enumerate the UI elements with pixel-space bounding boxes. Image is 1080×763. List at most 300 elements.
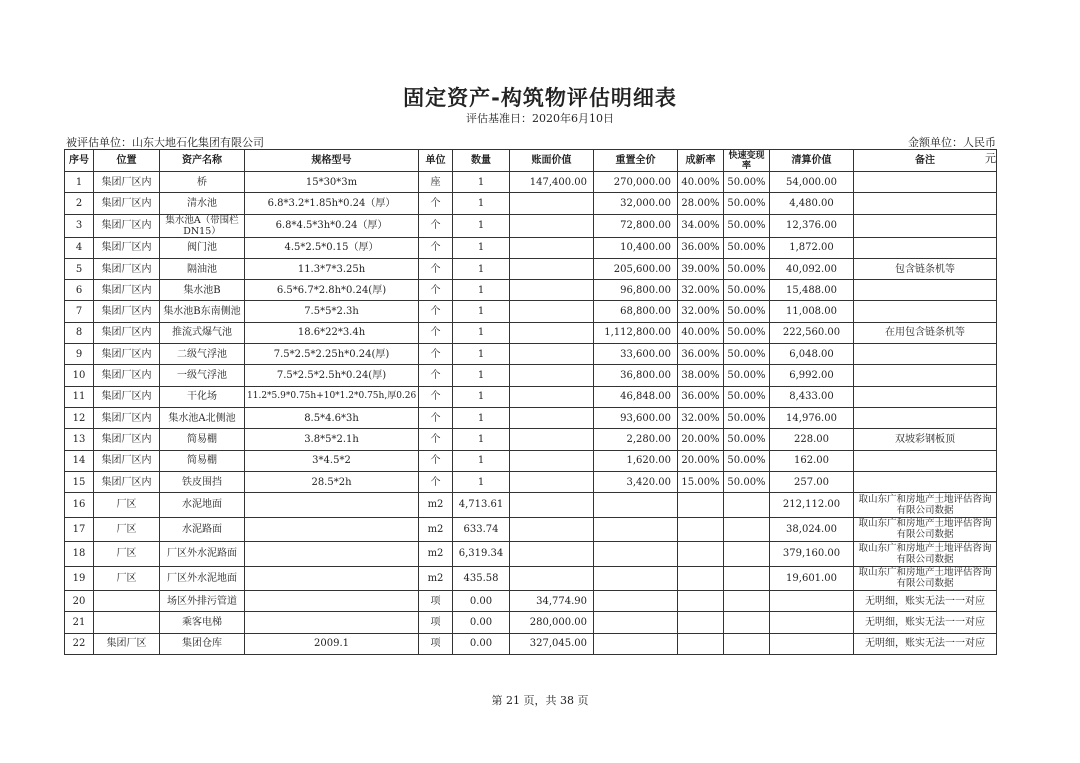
cell-asset-name: 乘客电梯 [160,612,245,633]
cell-quick-rate [724,612,770,633]
cell-quick-rate: 50.00% [724,301,770,322]
cell-newness-rate: 36.00% [678,344,724,365]
cell-book-value [510,365,594,386]
cell-location: 集团厂区内 [94,237,160,258]
currency-unit: 金额单位：人民币元 [908,136,996,165]
cell-spec [245,517,419,542]
cell-spec: 15*30*3m [245,172,419,193]
cell-location: 集团厂区内 [94,172,160,193]
table-row [65,172,997,193]
cell-unit: 项 [419,612,453,633]
cell-quick-rate [724,517,770,542]
cell-replacement-value [594,542,678,567]
cell-spec: 6.8*3.2*1.85h*0.24（厚） [245,193,419,214]
cell-spec: 28.5*2h [245,471,419,492]
cell-replacement-value [594,493,678,518]
cell-notes: 包含链条机等 [854,258,997,279]
cell-seq: 11 [65,386,94,407]
cell-replacement-value [594,566,678,591]
cell-notes [854,280,997,301]
cell-book-value [510,258,594,279]
cell-newness-rate: 32.00% [678,407,724,428]
cell-book-value [510,301,594,322]
cell-location: 集团厂区内 [94,301,160,322]
cell-unit: m2 [419,517,453,542]
col-header-notes: 备注 [854,150,997,172]
cell-book-value [510,237,594,258]
cell-quick-rate: 50.00% [724,365,770,386]
col-header-liquidation-value: 清算价值 [770,150,854,172]
cell-notes [854,471,997,492]
cell-quick-rate: 50.00% [724,237,770,258]
cell-replacement-value: 96,800.00 [594,280,678,301]
cell-seq: 1 [65,172,94,193]
cell-book-value: 147,400.00 [510,172,594,193]
cell-notes [854,193,997,214]
cell-liquidation-value: 162.00 [770,450,854,471]
cell-asset-name: 简易棚 [160,429,245,450]
cell-quantity: 1 [453,301,510,322]
table-row [65,612,997,633]
cell-location: 集团厂区内 [94,429,160,450]
cell-newness-rate [678,633,724,654]
cell-newness-rate: 36.00% [678,386,724,407]
cell-book-value [510,193,594,214]
cell-quick-rate: 50.00% [724,471,770,492]
cell-liquidation-value: 6,048.00 [770,344,854,365]
cell-book-value: 34,774.90 [510,591,594,612]
cell-seq: 19 [65,566,94,591]
cell-seq: 18 [65,542,94,567]
cell-asset-name: 场区外排污管道 [160,591,245,612]
table-row [65,237,997,258]
cell-newness-rate: 32.00% [678,301,724,322]
cell-liquidation-value: 11,008.00 [770,301,854,322]
cell-asset-name: 水泥路面 [160,517,245,542]
table-row [65,365,997,386]
table-header-row [65,150,997,172]
cell-unit: 个 [419,471,453,492]
cell-seq: 20 [65,591,94,612]
cell-replacement-value: 205,600.00 [594,258,678,279]
cell-unit: 项 [419,633,453,654]
cell-liquidation-value: 12,376.00 [770,214,854,237]
cell-quick-rate: 50.00% [724,280,770,301]
cell-asset-name: 集水池B东南侧池 [160,301,245,322]
cell-notes [854,301,997,322]
cell-notes [854,365,997,386]
table-row [65,386,997,407]
cell-newness-rate: 40.00% [678,172,724,193]
cell-notes [854,386,997,407]
cell-location: 厂区 [94,542,160,567]
cell-liquidation-value: 6,992.00 [770,365,854,386]
cell-liquidation-value: 379,160.00 [770,542,854,567]
cell-book-value [510,429,594,450]
cell-replacement-value: 72,800.00 [594,214,678,237]
cell-notes: 取山东广和房地产土地评估咨询有限公司数据 [854,566,997,591]
cell-liquidation-value: 54,000.00 [770,172,854,193]
cell-notes: 取山东广和房地产土地评估咨询有限公司数据 [854,542,997,567]
cell-quick-rate [724,493,770,518]
cell-book-value [510,493,594,518]
cell-location: 厂区 [94,566,160,591]
cell-seq: 3 [65,214,94,237]
cell-notes: 无明细，账实无法一一对应 [854,612,997,633]
cell-seq: 13 [65,429,94,450]
cell-book-value [510,517,594,542]
cell-quantity: 1 [453,172,510,193]
table-row [65,322,997,343]
cell-quick-rate: 50.00% [724,386,770,407]
cell-quick-rate: 50.00% [724,407,770,428]
cell-seq: 15 [65,471,94,492]
cell-unit: 项 [419,591,453,612]
cell-seq: 17 [65,517,94,542]
cell-book-value [510,322,594,343]
cell-unit: m2 [419,566,453,591]
cell-notes: 在用包含链条机等 [854,322,997,343]
cell-spec [245,542,419,567]
cell-quick-rate: 50.00% [724,450,770,471]
col-header-location: 位置 [94,150,160,172]
table-row [65,344,997,365]
cell-newness-rate [678,612,724,633]
cell-asset-name: 水泥地面 [160,493,245,518]
table-body [65,172,997,655]
table-row [65,633,997,654]
cell-unit: m2 [419,542,453,567]
asset-table [64,149,997,655]
document-title: 固定资产-构筑物评估明细表 [403,86,677,110]
cell-replacement-value: 93,600.00 [594,407,678,428]
cell-unit: 个 [419,407,453,428]
cell-book-value: 327,045.00 [510,633,594,654]
cell-newness-rate: 40.00% [678,322,724,343]
cell-replacement-value [594,591,678,612]
cell-asset-name: 阀门池 [160,237,245,258]
cell-liquidation-value [770,612,854,633]
cell-spec [245,591,419,612]
cell-quantity: 1 [453,280,510,301]
cell-asset-name: 二级气浮池 [160,344,245,365]
cell-spec: 2009.1 [245,633,419,654]
cell-seq: 4 [65,237,94,258]
entity-name: 被评估单位：山东大地石化集团有限公司 [66,136,264,149]
table-row [65,429,997,450]
cell-notes [854,407,997,428]
cell-spec: 3*4.5*2 [245,450,419,471]
cell-quantity: 4,713.61 [453,493,510,518]
cell-quick-rate [724,633,770,654]
cell-location: 集团厂区内 [94,450,160,471]
cell-unit: 个 [419,280,453,301]
cell-spec [245,493,419,518]
cell-newness-rate: 36.00% [678,237,724,258]
cell-location [94,612,160,633]
cell-quantity: 1 [453,450,510,471]
table-row [65,493,997,518]
cell-location: 集团厂区内 [94,322,160,343]
cell-unit: 个 [419,365,453,386]
cell-notes: 无明细，账实无法一一对应 [854,591,997,612]
table-row [65,542,997,567]
cell-quantity: 1 [453,407,510,428]
cell-liquidation-value: 14,976.00 [770,407,854,428]
cell-replacement-value: 2,280.00 [594,429,678,450]
cell-unit: m2 [419,493,453,518]
cell-liquidation-value: 212,112.00 [770,493,854,518]
cell-quantity: 1 [453,471,510,492]
cell-asset-name: 厂区外水泥地面 [160,566,245,591]
cell-quantity: 1 [453,365,510,386]
cell-location: 集团厂区 [94,633,160,654]
cell-replacement-value: 68,800.00 [594,301,678,322]
cell-asset-name: 集水池B [160,280,245,301]
cell-quantity: 435.58 [453,566,510,591]
cell-newness-rate [678,591,724,612]
cell-replacement-value: 1,620.00 [594,450,678,471]
cell-quick-rate: 50.00% [724,429,770,450]
cell-quantity: 0.00 [453,612,510,633]
cell-book-value [510,280,594,301]
table-row [65,517,997,542]
page-number: 第 21 页，共 38 页 [491,694,589,707]
table-row [65,301,997,322]
cell-quick-rate: 50.00% [724,258,770,279]
cell-spec: 7.5*5*2.3h [245,301,419,322]
cell-spec: 11.2*5.9*0.75h+10*1.2*0.75h,厚0.26 [245,386,419,407]
cell-notes [854,237,997,258]
cell-asset-name: 推流式爆气池 [160,322,245,343]
cell-replacement-value: 33,600.00 [594,344,678,365]
cell-seq: 21 [65,612,94,633]
cell-quick-rate: 50.00% [724,193,770,214]
cell-quick-rate: 50.00% [724,322,770,343]
cell-book-value: 280,000.00 [510,612,594,633]
cell-quantity: 1 [453,237,510,258]
cell-seq: 14 [65,450,94,471]
cell-replacement-value: 1,112,800.00 [594,322,678,343]
cell-seq: 12 [65,407,94,428]
cell-location: 厂区 [94,517,160,542]
cell-replacement-value: 270,000.00 [594,172,678,193]
cell-replacement-value: 46,848.00 [594,386,678,407]
cell-replacement-value [594,517,678,542]
col-header-replacement-value: 重置全价 [594,150,678,172]
cell-spec: 18.6*22*3.4h [245,322,419,343]
cell-liquidation-value: 4,480.00 [770,193,854,214]
cell-replacement-value: 36,800.00 [594,365,678,386]
cell-seq: 7 [65,301,94,322]
cell-book-value [510,566,594,591]
cell-seq: 2 [65,193,94,214]
cell-asset-name: 桥 [160,172,245,193]
cell-newness-rate [678,542,724,567]
cell-unit: 个 [419,258,453,279]
cell-location: 集团厂区内 [94,280,160,301]
cell-replacement-value [594,612,678,633]
cell-spec: 8.5*4.6*3h [245,407,419,428]
cell-unit: 座 [419,172,453,193]
col-header-unit: 单位 [419,150,453,172]
cell-book-value [510,471,594,492]
cell-book-value [510,214,594,237]
cell-spec: 11.3*7*3.25h [245,258,419,279]
table-row [65,591,997,612]
cell-liquidation-value: 8,433.00 [770,386,854,407]
cell-newness-rate: 15.00% [678,471,724,492]
cell-asset-name: 集水池A（带围栏DN15） [160,214,245,237]
cell-asset-name: 集团仓库 [160,633,245,654]
cell-asset-name: 隔油池 [160,258,245,279]
cell-quantity: 0.00 [453,591,510,612]
cell-quantity: 0.00 [453,633,510,654]
cell-replacement-value [594,633,678,654]
cell-asset-name: 一级气浮池 [160,365,245,386]
cell-spec: 6.5*6.7*2.8h*0.24(厚) [245,280,419,301]
cell-asset-name: 简易棚 [160,450,245,471]
cell-notes: 取山东广和房地产土地评估咨询有限公司数据 [854,493,997,518]
cell-liquidation-value: 15,488.00 [770,280,854,301]
cell-newness-rate: 39.00% [678,258,724,279]
cell-notes [854,344,997,365]
cell-quantity: 1 [453,214,510,237]
cell-spec [245,612,419,633]
cell-quantity: 1 [453,344,510,365]
cell-liquidation-value: 19,601.00 [770,566,854,591]
cell-location: 集团厂区内 [94,386,160,407]
cell-seq: 22 [65,633,94,654]
cell-location: 集团厂区内 [94,344,160,365]
cell-quick-rate [724,566,770,591]
cell-newness-rate: 34.00% [678,214,724,237]
cell-newness-rate [678,493,724,518]
cell-spec: 6.8*4.5*3h*0.24（厚） [245,214,419,237]
col-header-seq: 序号 [65,150,94,172]
cell-seq: 10 [65,365,94,386]
cell-book-value [510,450,594,471]
cell-book-value [510,344,594,365]
cell-newness-rate [678,566,724,591]
cell-quick-rate: 50.00% [724,344,770,365]
cell-asset-name: 干化场 [160,386,245,407]
cell-seq: 9 [65,344,94,365]
cell-replacement-value: 3,420.00 [594,471,678,492]
cell-quantity: 1 [453,429,510,450]
cell-liquidation-value: 257.00 [770,471,854,492]
cell-spec: 7.5*2.5*2.5h*0.24(厚) [245,365,419,386]
cell-unit: 个 [419,193,453,214]
cell-quick-rate: 50.00% [724,172,770,193]
cell-newness-rate: 20.00% [678,429,724,450]
cell-quantity: 633.74 [453,517,510,542]
cell-quick-rate [724,591,770,612]
cell-newness-rate: 32.00% [678,280,724,301]
cell-liquidation-value [770,591,854,612]
cell-book-value [510,386,594,407]
table-row [65,471,997,492]
cell-location: 集团厂区内 [94,193,160,214]
cell-location: 厂区 [94,493,160,518]
cell-unit: 个 [419,429,453,450]
cell-replacement-value: 10,400.00 [594,237,678,258]
col-header-quick-liquidation-rate: 快速变现率 [724,150,770,172]
cell-liquidation-value: 38,024.00 [770,517,854,542]
cell-notes [854,172,997,193]
cell-newness-rate: 20.00% [678,450,724,471]
cell-location: 集团厂区内 [94,214,160,237]
cell-unit: 个 [419,301,453,322]
cell-unit: 个 [419,386,453,407]
cell-asset-name: 厂区外水泥路面 [160,542,245,567]
cell-notes: 双坡彩钢板顶 [854,429,997,450]
cell-spec: 7.5*2.5*2.25h*0.24(厚) [245,344,419,365]
cell-spec [245,566,419,591]
table-row [65,407,997,428]
cell-unit: 个 [419,344,453,365]
cell-quick-rate [724,542,770,567]
cell-replacement-value: 32,000.00 [594,193,678,214]
cell-liquidation-value: 222,560.00 [770,322,854,343]
cell-newness-rate [678,517,724,542]
cell-quantity: 1 [453,322,510,343]
table-row [65,193,997,214]
cell-liquidation-value [770,633,854,654]
cell-quick-rate: 50.00% [724,214,770,237]
cell-quantity: 1 [453,193,510,214]
cell-book-value [510,542,594,567]
cell-asset-name: 铁皮围挡 [160,471,245,492]
cell-location: 集团厂区内 [94,407,160,428]
cell-liquidation-value: 40,092.00 [770,258,854,279]
cell-liquidation-value: 1,872.00 [770,237,854,258]
cell-notes [854,214,997,237]
cell-seq: 5 [65,258,94,279]
table-row [65,258,997,279]
col-header-quantity: 数量 [453,150,510,172]
cell-asset-name: 清水池 [160,193,245,214]
cell-asset-name: 集水池A北侧池 [160,407,245,428]
cell-quantity: 1 [453,258,510,279]
cell-location: 集团厂区内 [94,258,160,279]
cell-book-value [510,407,594,428]
col-header-spec: 规格型号 [245,150,419,172]
table-row [65,214,997,237]
cell-spec: 3.8*5*2.1h [245,429,419,450]
cell-liquidation-value: 228.00 [770,429,854,450]
cell-location [94,591,160,612]
table-row [65,280,997,301]
cell-unit: 个 [419,237,453,258]
cell-location: 集团厂区内 [94,365,160,386]
cell-quantity: 1 [453,386,510,407]
col-header-asset-name: 资产名称 [160,150,245,172]
cell-seq: 8 [65,322,94,343]
base-date: 评估基准日：2020年6月10日 [466,112,614,125]
cell-quantity: 6,319.34 [453,542,510,567]
cell-notes: 无明细，账实无法一一对应 [854,633,997,654]
cell-location: 集团厂区内 [94,471,160,492]
cell-seq: 16 [65,493,94,518]
cell-notes [854,450,997,471]
table-row [65,566,997,591]
cell-unit: 个 [419,214,453,237]
cell-notes: 取山东广和房地产土地评估咨询有限公司数据 [854,517,997,542]
table-row [65,450,997,471]
cell-newness-rate: 28.00% [678,193,724,214]
cell-spec: 4.5*2.5*0.15（厚） [245,237,419,258]
